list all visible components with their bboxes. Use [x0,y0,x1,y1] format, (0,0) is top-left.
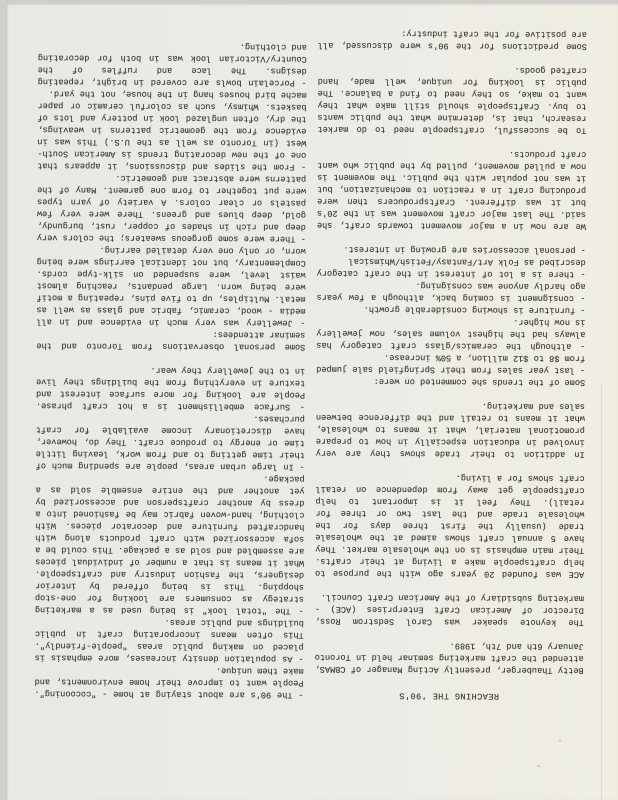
bullet-item: - consignment is coming back, although a few years ago hardly anyone was consigning. [316,280,586,304]
bullet-item: - last year sales from their Springfield sale jumped from $8 to $12 million, a 50% increase. [316,352,586,376]
paragraph: We are now in a major movement towards craft, she said. The last major craft movement was in the 20's but it was different. Craftsproducers then were producing craft in a reaction to mechanization, but it was not popular with the public. The movement is now a pulled movement, pulled by the public who want craft products. [316,149,587,232]
paragraph: ACE was founded 20 years ago with the purpose to help craftspeople make a living at their crafts. Their main emphasis is on the wholesale market. They have 5 annual craft shows aimed at the wholesale trade (usually the first three days for the wholesale trade and the last two or three for retail). They feel it is important to help craftspeople get away from dependence on retail craft shows for a living. [315,472,585,580]
bullet-item: - The "total look" is being used as a marketing strategy as consumers are looking for one-stop shopping. This is being offered by interior designers, the fashion industry and craftspeople. What it means is that a number of individual pieces are assembled and sold as a package. This could be a sofa accessorized with craft products along with handcrafted furniture and decorator pieces. With clothing, hand-woven fabric may be fashioned into a dress by another craftsperson and accessorized by yet another and the entire ensemble sold as a package. [34,473,305,616]
paragraph: Betty Thauberger, presently Acting Manager of CBMAS, attended the craft marketing seminar held in Toronto January 6th and 7th, 1989. [314,640,584,676]
bullet-item: - personal accessories are growing in interest. [343,244,586,256]
paragraph: To be successful, craftspeople need to do market research, that is, determine what the public wants to buy. Craftspeople should still make what they want to make, so they need to find a balance. The public is looking for unique, well made, hand crafted goods. [317,65,587,136]
bullet-item: - Surface embellishment is a hot craft phrase. People are looking for more surface interest and texture in everything from the buildings they live in to the jewellery they wear. [35,365,306,412]
right-column [34,14,307,701]
document-content [4,1,618,800]
bullet-item: - In large urban areas, people are spending much of their time getting to and from work, leaving little time or energy to produce craft. They do, however, have discretionary income available for craft purchases. [35,413,305,472]
bullet-item: - furniture is showing considerable growth. [363,304,586,316]
left-column [314,15,587,702]
bullet-item: - Jewellery was very much in evidence and in all media - wood, ceramic, fabric and glass as well as metal. Multiples, up to five pins, repeating a motif were being worn. Large pendants, reaching almost waist level, were suspended on silk-type cords. Complementary, but not identical earrings were being worn, or only one very detailed earring. [36,244,306,328]
paragraph: Some predictions for the 90's were discussed, all are positive for the craft industry: [317,28,587,52]
paragraph: Some personal observations from Toronto and the seminar attendees: [36,329,306,352]
bullet-item: - there is a lot of interest in the craft category described as Folk Art/Fantasy/Fetish/Whimsical [316,256,586,280]
paragraph: The keynote speaker was Carol Sedstrom Ross, Director of American Craft Enterprises (ACE) - marketing subsidiary of the American Craft Council. [314,592,584,628]
bullet-item: - As population density increases, more emphasis is placed on making public areas "people-friendly". This often means incorporating craft in public buildings and public areas. [34,617,304,664]
bullet-item: - Porcelain bowls are covered in bright, repeating designs. The lace and ruffles of the Country/Victorian look was in both for decorating and clothing. [37,41,307,88]
bullet-item: - There were some gorgeous sweaters; the colors very deep and rich in shades of copper, rust, burgundy, gold, deep blues and greens. There were very few pastels or clear colors. A variety of yarn types were put together to form one garment. Many of the patterns were abstract and geometric. [36,172,307,244]
bullet-item: - The 90's are about staying at home - "cocooning". People want to improve their home environments, and make them unique. [34,665,304,700]
bullet-item: - From the slides and discussions, it appears that one of the new decorating trends is American South-West (in Toronto as well as the U.S.) This was in evidence from the geometric patterns in weavings, the dry, often unglazed look in pottery and lots of baskets. Whimsy, such as colorful ceramic or paper mache bird houses hang in the house, not the yard. [37,88,307,172]
paper-sheet [6,3,618,800]
two-column-layout [34,14,587,703]
paragraph: Some of the trends she commented on were: [373,376,586,388]
paragraph: In addition to their trade shows they are very involved in education especially in how to prepare promotional material, what it means to wholesale, what it means to retail and the difference between sales and marketing. [315,400,586,460]
page-title: REACHING THE '90'S [398,690,500,701]
bullet-item: - although the ceramics/glass craft category has always had the highest volume sales, now jewellery is now higher. [316,317,586,352]
